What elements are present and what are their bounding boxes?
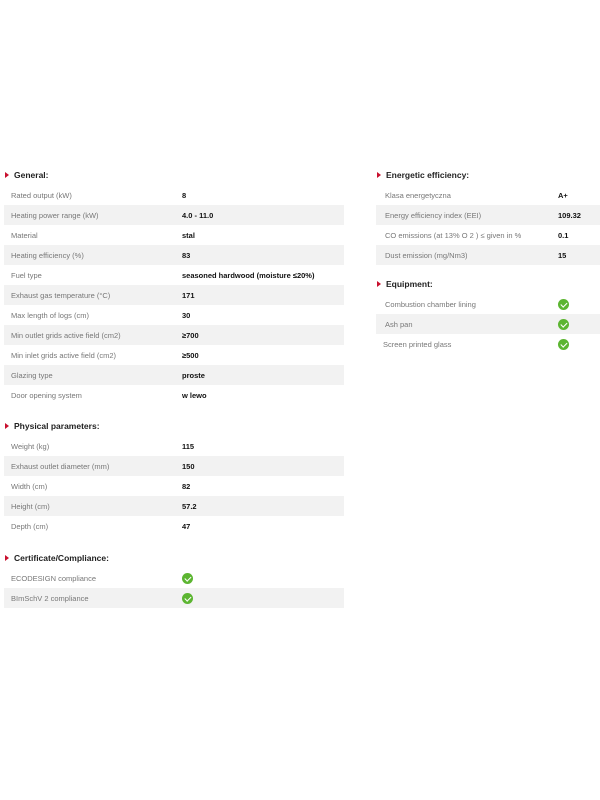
table-row: [4, 568, 344, 588]
energetic-table: [376, 185, 600, 265]
table-row: [4, 516, 344, 536]
spec-value: 57.2: [182, 501, 197, 511]
check-icon: [182, 573, 193, 584]
table-row: [376, 294, 600, 314]
spec-label: Fuel type: [11, 270, 42, 280]
table-row: [376, 245, 600, 265]
section-equipment-title: Equipment:: [376, 275, 600, 294]
spec-label: Depth (cm): [11, 521, 49, 531]
spec-label: CO emissions (at 13% O 2 ) ≤ given in %: [385, 230, 522, 240]
spec-value: w lewo: [182, 390, 207, 400]
spec-label: Combustion chamber lining: [385, 299, 476, 309]
spec-label: Exhaust outlet diameter (mm): [11, 461, 110, 471]
table-row: [4, 496, 344, 516]
check-icon: [182, 593, 193, 604]
spacer: [376, 265, 600, 275]
table-row: [4, 225, 344, 245]
left-column: [4, 166, 344, 608]
spec-label: Door opening system: [11, 390, 82, 400]
table-row: [4, 305, 344, 325]
spec-label: Exhaust gas temperature (°C): [11, 290, 111, 300]
check-icon: [558, 299, 569, 310]
spec-value: 0.1: [558, 230, 569, 240]
spec-label: Material: [11, 230, 38, 240]
certificate-table: [4, 568, 344, 608]
section-marker-icon: [5, 423, 9, 429]
spec-value: ≥700: [182, 330, 199, 340]
section-physical-title: Physical parameters:: [4, 417, 344, 436]
spec-label: Weight (kg): [11, 441, 50, 451]
spec-value: 4.0 - 11.0: [182, 210, 214, 220]
spec-label: Rated output (kW): [11, 190, 72, 200]
spec-label: Max length of logs (cm): [11, 310, 89, 320]
spec-value: seasoned hardwood (moisture ≤20%): [182, 270, 315, 280]
table-row: [4, 265, 344, 285]
table-row: [376, 185, 600, 205]
spec-label: Height (cm): [11, 501, 50, 511]
section-certificate-title: Certificate/Compliance:: [4, 549, 344, 568]
spec-label: Heating power range (kW): [11, 210, 99, 220]
spec-label: Min inlet grids active field (cm2): [11, 350, 117, 360]
table-row: [4, 205, 344, 225]
table-row: [4, 456, 344, 476]
table-row: [4, 325, 344, 345]
section-general-title: General:: [4, 166, 344, 185]
section-energetic-title: Energetic efficiency:: [376, 166, 600, 185]
spec-label: Glazing type: [11, 370, 53, 380]
table-row: [4, 365, 344, 385]
spec-value: 115: [182, 441, 195, 451]
general-table: [4, 185, 344, 405]
section-marker-icon: [5, 555, 9, 561]
equipment-table: [376, 294, 600, 354]
table-row: [4, 185, 344, 205]
spec-label: BImSchV 2 compliance: [11, 593, 89, 603]
spec-label: Energy efficiency index (EEI): [385, 210, 482, 220]
spec-value: ≥500: [182, 350, 199, 360]
table-row: [4, 436, 344, 456]
right-column: [376, 166, 600, 354]
spec-value: 8: [182, 190, 187, 200]
table-row: [4, 285, 344, 305]
table-row: [4, 245, 344, 265]
spec-label: Screen printed glass: [383, 339, 452, 349]
spec-label: Klasa energetyczna: [385, 190, 451, 200]
spec-label: Ash pan: [385, 319, 413, 329]
table-row: [376, 314, 600, 334]
spec-label: Heating efficiency (%): [11, 250, 84, 260]
spacer: [4, 536, 344, 549]
table-row: [4, 588, 344, 608]
spec-label: Width (cm): [11, 481, 48, 491]
spec-label: Dust emission (mg/Nm3): [385, 250, 468, 260]
table-row: [376, 225, 600, 245]
section-marker-icon: [5, 172, 9, 178]
spec-value: 83: [182, 250, 191, 260]
section-marker-icon: [377, 281, 381, 287]
physical-table: [4, 436, 344, 536]
table-row: [376, 205, 600, 225]
section-marker-icon: [377, 172, 381, 178]
check-icon: [558, 339, 569, 350]
table-row: [4, 476, 344, 496]
spec-value: 82: [182, 481, 191, 491]
spec-value: 109.32: [558, 210, 581, 220]
spec-value: 15: [558, 250, 567, 260]
spec-value: 150: [182, 461, 195, 471]
spec-value: 47: [182, 521, 191, 531]
spec-label: ECODESIGN compliance: [11, 573, 97, 583]
table-row: [4, 345, 344, 365]
table-row: [4, 385, 344, 405]
spec-value: proste: [182, 370, 205, 380]
table-row: [376, 334, 600, 354]
spec-value: stal: [182, 230, 195, 240]
spacer: [4, 405, 344, 417]
spec-value: A+: [558, 190, 568, 200]
spec-value: 171: [182, 290, 195, 300]
check-icon: [558, 319, 569, 330]
spec-label: Min outlet grids active field (cm2): [11, 330, 121, 340]
spec-value: 30: [182, 310, 191, 320]
